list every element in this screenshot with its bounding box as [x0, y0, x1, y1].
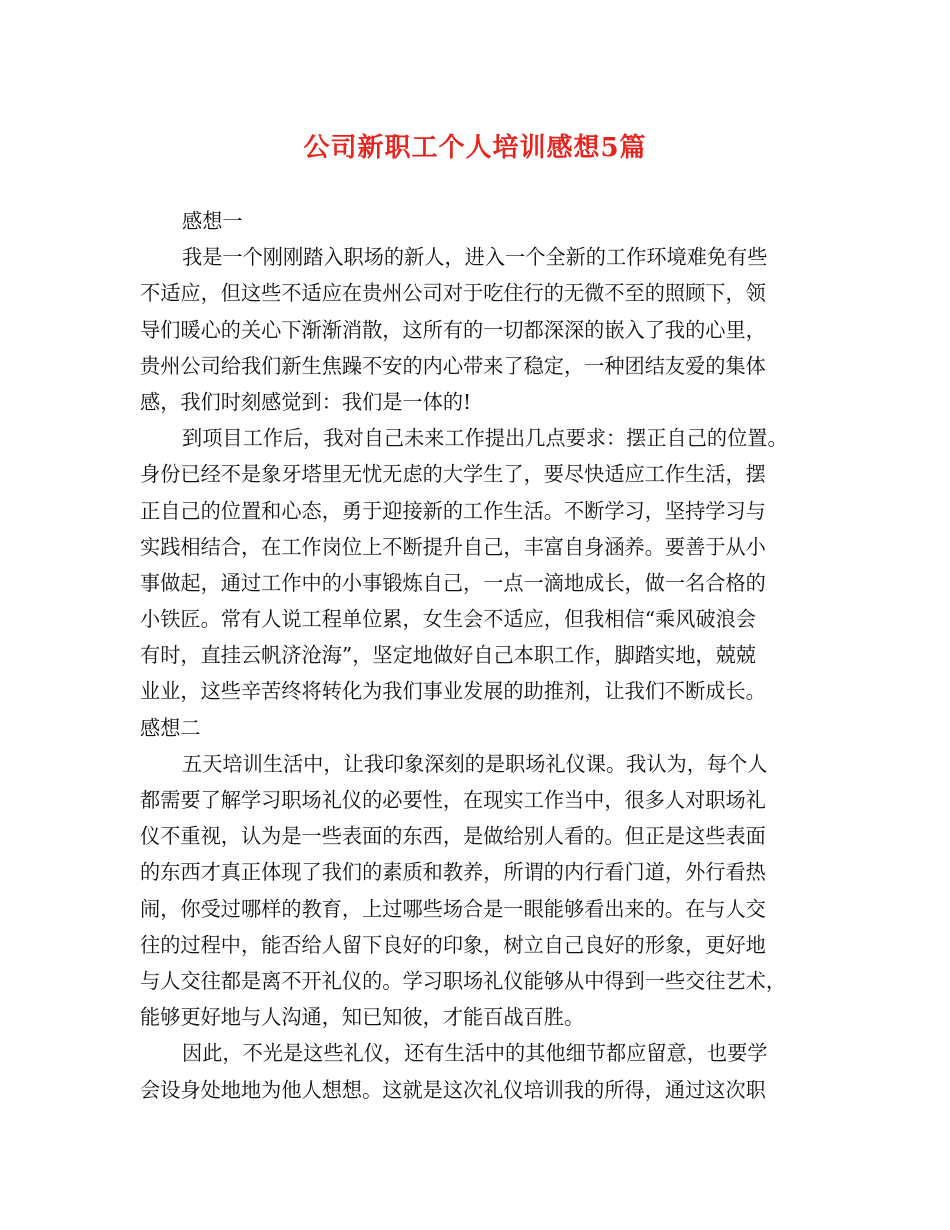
text-line: 不适应，但这些不适应在贵州公司对于吃住行的无微不至的照顾下，领 [140, 281, 766, 306]
text-line: 的东西才真正体现了我们的素质和教养，所谓的内行看门道，外行看热 [140, 860, 766, 885]
text-line: 感，我们时刻感觉到：我们是一体的! [140, 389, 472, 414]
text-line: 都需要了解学习职场礼仪的必要性，在现实工作当中，很多人对职场礼 [140, 788, 766, 812]
text-line: 仪不重视，认为是一些表面的东西，是做给别人看的。但正是这些表面 [140, 824, 766, 849]
text-line: 往的过程中，能否给人留下良好的印象，树立自己良好的形象，更好地 [140, 932, 766, 957]
text-line: 感想二 [140, 715, 201, 740]
text-line: 因此，不光是这些礼仪，还有生活中的其他细节都应留意，也要学 [182, 1041, 768, 1066]
text-line: 导们暖心的关心下渐渐消散，这所有的一切都深深的嵌入了我的心里， [140, 317, 766, 342]
text-line: 闹，你受过哪样的教育，上过哪些场合是一眼能够看出来的。在与人交 [140, 896, 766, 921]
text-line: 业业，这些辛苦终将转化为我们事业发展的助推剂，让我们不断成长。 [140, 679, 766, 704]
text-line: 会设身处地地为他人想想。这就是这次礼仪培训我的所得，通过这次职 [140, 1077, 766, 1102]
document-body [140, 203, 812, 1108]
document-title: 公司新职工个人培训感想5篇 [303, 133, 647, 163]
text-line: 身份已经不是象牙塔里无忧无虑的大学生了，要尽快适应工作生活，摆 [140, 462, 766, 487]
text-line: 贵州公司给我们新生焦躁不安的内心带来了稳定，一种团结友爱的集体 [140, 353, 766, 378]
text-line: 五天培训生活中，让我印象深刻的是职场礼仪课。我认为，每个人 [182, 751, 768, 776]
text-line: 感想一 [182, 209, 243, 233]
text-line: 我是一个刚刚踏入职场的新人，进入一个全新的工作环境难免有些 [182, 245, 768, 270]
text-line: 到项目工作后，我对自己未来工作提出几点要求：摆正自己的位置。 [182, 426, 788, 451]
text-line: 有时，直挂云帆济沧海”，坚定地做好自己本职工作，脚踏实地，兢兢 [140, 643, 756, 668]
text-line: 事做起，通过工作中的小事锻炼自己，一点一滴地成长，做一名合格的 [140, 570, 766, 595]
text-line: 实践相结合，在工作岗位上不断提升自己，丰富自身涵养。要善于从小 [140, 534, 766, 559]
text-line: 能够更好地与人沟通，知已知彼，才能百战百胜。 [140, 1005, 585, 1030]
text-line: 正自己的位置和心态，勇于迎接新的工作生活。不断学习，坚持学习与 [140, 498, 766, 523]
text-line: 小铁匠。常有人说工程单位累，女生会不适应，但我相信“乘风破浪会 [140, 607, 756, 632]
text-line: 与人交往都是离不开礼仪的。学习职场礼仪能够从中得到一些交往艺术， [140, 968, 787, 993]
